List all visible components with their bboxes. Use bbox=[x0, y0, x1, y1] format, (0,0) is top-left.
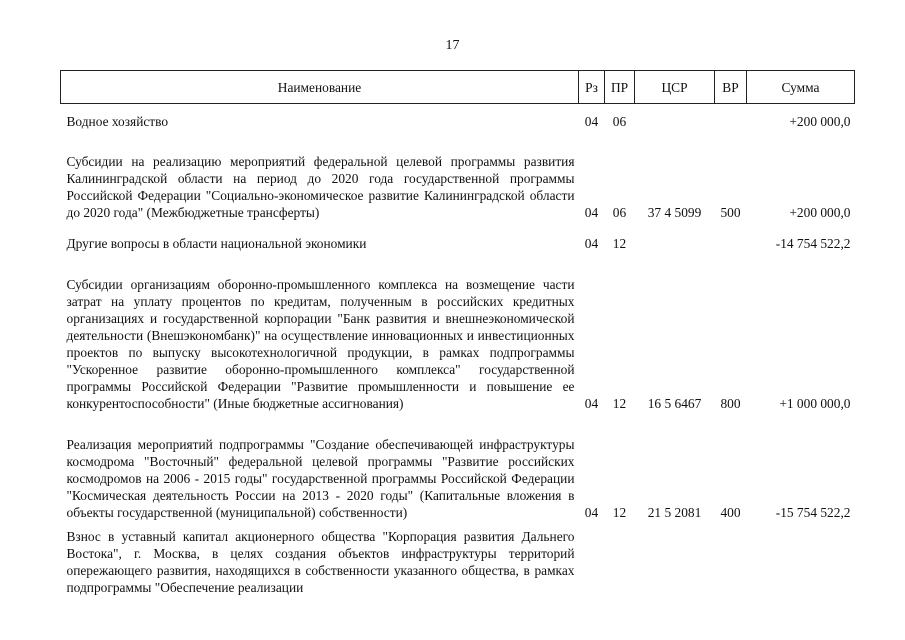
row-pr: 12 bbox=[612, 236, 627, 251]
row-rz: 04 bbox=[584, 236, 599, 251]
row-csr: 37 4 5099 bbox=[647, 205, 702, 220]
budget-table bbox=[60, 70, 855, 598]
row-csr bbox=[635, 226, 715, 252]
row-rz: 04 bbox=[584, 505, 599, 520]
table-row bbox=[61, 226, 855, 252]
row-name: Водное хозяйство bbox=[66, 114, 169, 129]
row-csr: 16 5 6467 bbox=[647, 396, 702, 411]
table-header-row bbox=[61, 71, 855, 104]
header-sum: Сумма bbox=[747, 71, 855, 104]
header-pr: ПР bbox=[605, 71, 635, 104]
header-csr: ЦСР bbox=[635, 71, 715, 104]
row-vr: 400 bbox=[720, 505, 741, 520]
row-sum: +1 000 000,0 bbox=[779, 396, 851, 411]
row-rz bbox=[579, 526, 605, 598]
row-rz: 04 bbox=[584, 205, 599, 220]
row-sum: +200 000,0 bbox=[789, 205, 851, 220]
row-pr: 12 bbox=[612, 505, 627, 520]
row-rz: 04 bbox=[584, 114, 599, 129]
row-name: Другие вопросы в области национальной экономики bbox=[66, 236, 367, 251]
row-sum: +200 000,0 bbox=[789, 114, 851, 129]
row-vr bbox=[715, 104, 747, 131]
row-vr: 500 bbox=[720, 205, 741, 220]
row-csr bbox=[635, 526, 715, 598]
row-sum: -15 754 522,2 bbox=[775, 505, 851, 520]
header-vr: ВР bbox=[715, 71, 747, 104]
row-pr: 06 bbox=[612, 205, 627, 220]
row-sum bbox=[747, 526, 855, 598]
row-rz: 04 bbox=[584, 396, 599, 411]
row-vr: 800 bbox=[720, 396, 741, 411]
table-row bbox=[61, 417, 855, 521]
row-csr: 21 5 2081 bbox=[647, 505, 702, 520]
row-pr: 12 bbox=[612, 396, 627, 411]
row-name: Субсидии на реализацию мероприятий федеральной целевой программы развития Калининградской области на период до 2020 года государственной программы Российской Федерации "Социально-экономическое развитие Калининградской области до 2020 года" (Межбюджетные трансферты) bbox=[66, 154, 575, 220]
row-sum: -14 754 522,2 bbox=[775, 236, 851, 251]
table-row bbox=[61, 135, 855, 221]
row-csr bbox=[635, 104, 715, 131]
table-row bbox=[61, 526, 855, 598]
row-vr bbox=[715, 226, 747, 252]
page-number: 17 bbox=[445, 38, 460, 53]
row-name: Субсидии организациям оборонно-промышленного комплекса на возмещение части затрат на уплату процентов по кредитам, полученным в российских кредитных организациях и государственной корпорации "Банк развития и внешнеэкономической деятельности (Внешэкономбанк)" на осуществление инновационных и инвестиционных проектов по выпуску высокотехнологичной продукции, в рамках подпрограммы "Ускоренное развитие оборонно-промышленного комплекса" государственной программы Российской Федерации "Развитие промышленности и повышение ее конкурентоспособности" (Иные бюджетные ассигнования) bbox=[66, 277, 575, 411]
row-pr: 06 bbox=[612, 114, 627, 129]
header-name: Наименование bbox=[61, 71, 579, 104]
header-rz: Рз bbox=[579, 71, 605, 104]
row-name: Реализация мероприятий подпрограммы "Создание обеспечивающей инфраструктуры космодрома "Восточный" федеральной целевой программы "Развитие российских космодромов на 2006 - 2015 годы" государственной программы Российской Федерации "Космическая деятельность России на 2013 - 2020 годы" (Капитальные вложения в объекты государственной (муниципальной) собственности) bbox=[66, 437, 575, 520]
row-pr bbox=[605, 526, 635, 598]
table-row bbox=[61, 104, 855, 131]
row-vr bbox=[715, 526, 747, 598]
row-name: Взнос в уставный капитал акционерного общества "Корпорация развития Дальнего Востока", г. Москва, в целях создания объектов инфраструктуры территорий опережающего развития, находящихся в собственности указанного общества, в рамках подпрограммы "Обеспечение реализации bbox=[66, 529, 575, 595]
table-row bbox=[61, 257, 855, 412]
